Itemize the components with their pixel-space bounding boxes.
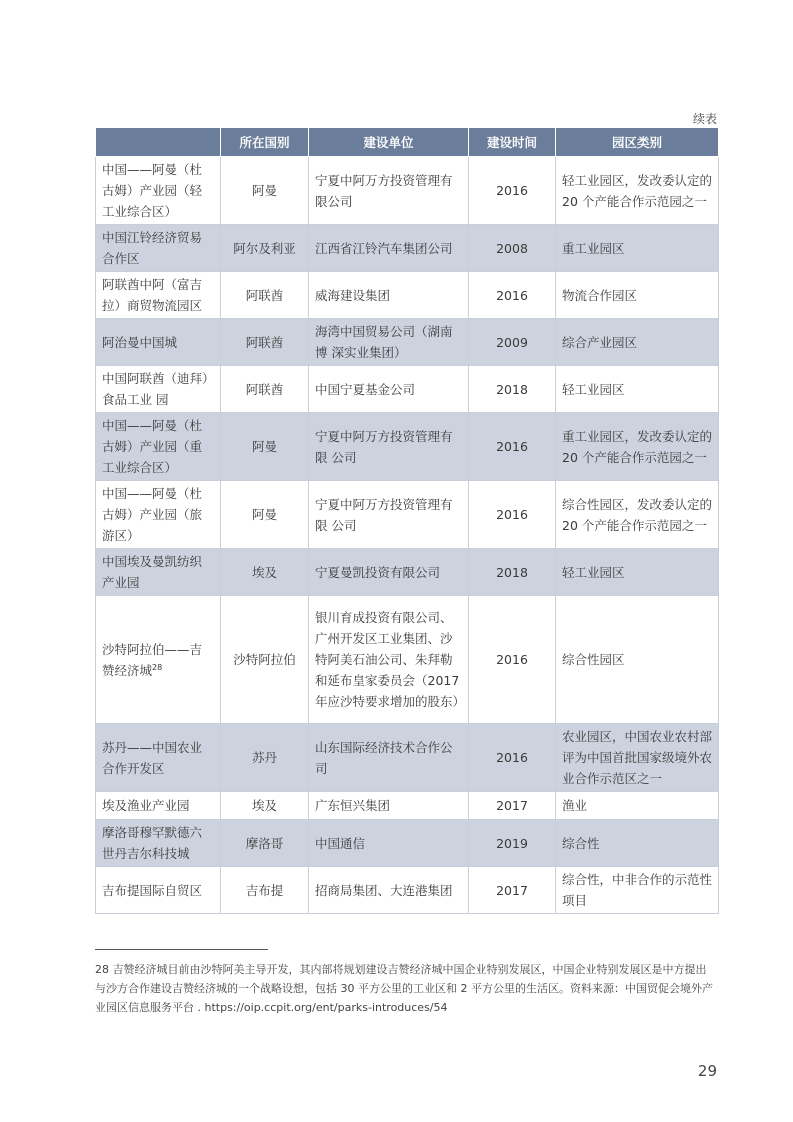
country-cell-text: 阿曼 xyxy=(251,183,277,198)
year-cell-text: 2009 xyxy=(496,334,528,350)
builder-cell-text: 江西省江铃汽车集团公司 xyxy=(315,240,453,256)
country-cell-text: 阿尔及利亚 xyxy=(233,240,296,256)
park-name-cell-text: 中国——阿曼（杜古姆）产业园（旅游区） xyxy=(102,486,203,543)
park-name-cell-text: 沙特阿拉伯——吉赞经济城 xyxy=(102,641,203,678)
category-cell xyxy=(556,724,719,792)
builder-cell xyxy=(309,157,469,225)
builder-cell-text: 威海建设集团 xyxy=(315,287,391,303)
builder-cell-text: 宁夏中阿万方投资管理有限 公司 xyxy=(315,496,453,533)
footnote-ref[interactable]: 28 xyxy=(152,662,163,672)
table-row xyxy=(96,366,719,413)
park-name-cell xyxy=(96,272,221,319)
year-cell xyxy=(469,366,556,413)
park-name-cell xyxy=(96,319,221,366)
country-cell xyxy=(221,792,309,820)
park-name-cell-text: 吉布提国际自贸区 xyxy=(102,882,203,898)
park-name-cell xyxy=(96,157,221,225)
table-row xyxy=(96,867,719,914)
park-name-cell-text: 中国——阿曼（杜古姆）产业园（轻工业综合区） xyxy=(102,162,203,219)
builder-cell-text: 中国通信 xyxy=(315,835,366,851)
country-cell xyxy=(221,272,309,319)
category-cell xyxy=(556,319,719,366)
category-cell-text: 综合性园区，发改委认定的 20 个产能合作示范园之一 xyxy=(562,496,713,533)
park-name-cell xyxy=(96,820,221,867)
year-cell xyxy=(469,792,556,820)
table-row xyxy=(96,157,719,225)
country-cell xyxy=(221,366,309,413)
park-name-cell-text: 中国阿联酋（迪拜）食品工业 园 xyxy=(102,371,209,407)
country-cell-text: 阿联酋 xyxy=(245,381,284,397)
country-cell-text: 阿曼 xyxy=(251,439,277,454)
category-cell xyxy=(556,272,719,319)
builder-cell xyxy=(309,272,469,319)
park-name-cell-text: 苏丹——中国农业合作开发区 xyxy=(102,739,203,776)
table-row xyxy=(96,792,719,820)
year-cell-text: 2016 xyxy=(496,507,528,522)
year-cell-text: 2018 xyxy=(496,564,528,580)
year-cell-text: 2016 xyxy=(496,183,528,198)
country-cell-text: 埃及 xyxy=(251,798,277,813)
category-cell-text: 轻工业园区，发改委认定的 20 个产能合作示范园之一 xyxy=(562,172,713,209)
category-cell xyxy=(556,792,719,820)
builder-cell-text: 银川育成投资有限公司、广州开发区工业集团、沙特阿美石油公司、朱拜勒和延布皇家委员会（2017 年应沙特要求增加的股东） xyxy=(315,610,466,709)
country-cell xyxy=(221,413,309,481)
year-cell xyxy=(469,481,556,549)
category-cell-text: 重工业园区 xyxy=(562,240,625,256)
year-cell-text: 2019 xyxy=(496,835,528,851)
table-row xyxy=(96,225,719,272)
park-name-cell xyxy=(96,596,221,724)
table-row xyxy=(96,481,719,549)
year-cell xyxy=(469,319,556,366)
category-cell-text: 渔业 xyxy=(562,798,588,813)
footnote: 28 吉赞经济城目前由沙特阿美主导开发，其内部将规划建设吉赞经济城中国企业特别发展区，中国企业特别发展区是中方提出与沙方合作建设吉赞经济城的一个战略设想，包括 30 平方公里的工业区和 2 平方公里的生活区。资料来源：中国贸促会境外产业园区信息服务平台 . https://oip.ccpit.org/ent/parks-introduces/54 xyxy=(95,963,713,1014)
table-row xyxy=(96,319,719,366)
table-row xyxy=(96,272,719,319)
country-cell xyxy=(221,481,309,549)
country-cell xyxy=(221,157,309,225)
continued-label: 续表 xyxy=(692,112,717,126)
country-cell-text: 阿联酋 xyxy=(245,334,284,350)
year-cell xyxy=(469,724,556,792)
table-body xyxy=(96,157,719,914)
year-cell-text: 2008 xyxy=(496,240,528,256)
category-cell xyxy=(556,549,719,596)
builder-cell-text: 中国宁夏基金公司 xyxy=(315,381,416,397)
year-cell xyxy=(469,549,556,596)
builder-cell-text: 海湾中国贸易公司（湖南博 深实业集团） xyxy=(315,324,453,360)
builder-cell xyxy=(309,366,469,413)
builder-cell-text: 宁夏中阿万方投资管理有限公司 xyxy=(315,172,453,209)
builder-cell xyxy=(309,481,469,549)
category-cell-text: 综合性 xyxy=(562,835,600,851)
country-cell xyxy=(221,724,309,792)
category-cell xyxy=(556,867,719,914)
park-name-cell-text: 中国——阿曼（杜古姆）产业园（重工业综合区） xyxy=(102,418,203,475)
header-park-name xyxy=(96,128,221,157)
category-cell xyxy=(556,413,719,481)
country-cell-text: 摩洛哥 xyxy=(245,835,284,851)
category-cell xyxy=(556,596,719,724)
year-cell xyxy=(469,867,556,914)
category-cell-text: 综合性园区 xyxy=(562,652,625,667)
park-name-cell xyxy=(96,413,221,481)
builder-cell xyxy=(309,724,469,792)
category-cell xyxy=(556,820,719,867)
category-cell-text: 轻工业园区 xyxy=(562,564,625,580)
year-cell xyxy=(469,413,556,481)
park-name-cell xyxy=(96,724,221,792)
category-cell xyxy=(556,366,719,413)
industrial-parks-table xyxy=(95,127,719,914)
builder-cell xyxy=(309,867,469,914)
page-number: 29 xyxy=(697,1062,717,1080)
year-cell-text: 2016 xyxy=(496,439,528,454)
country-cell-text: 阿联酋 xyxy=(245,287,284,303)
park-name-cell xyxy=(96,549,221,596)
table-row xyxy=(96,820,719,867)
category-cell xyxy=(556,225,719,272)
country-cell-text: 沙特阿拉伯 xyxy=(233,652,296,667)
builder-cell xyxy=(309,792,469,820)
park-name-cell-text: 中国江铃经济贸易合作区 xyxy=(102,230,203,266)
header-country: 所在国别 xyxy=(221,128,309,157)
builder-cell xyxy=(309,319,469,366)
builder-cell xyxy=(309,549,469,596)
table-header-row xyxy=(96,128,719,157)
builder-cell xyxy=(309,225,469,272)
country-cell-text: 苏丹 xyxy=(251,750,277,765)
park-name-cell xyxy=(96,225,221,272)
header-builder: 建设单位 xyxy=(309,128,469,157)
year-cell xyxy=(469,596,556,724)
country-cell-text: 吉布提 xyxy=(245,882,284,898)
table-row xyxy=(96,724,719,792)
header-year: 建设时间 xyxy=(469,128,556,157)
park-name-cell-text: 摩洛哥穆罕默德六世丹吉尔科技城 xyxy=(102,825,203,861)
park-name-cell xyxy=(96,366,221,413)
category-cell xyxy=(556,157,719,225)
category-cell-text: 重工业园区，发改委认定的 20 个产能合作示范园之一 xyxy=(562,428,713,465)
builder-cell-text: 招商局集团、大连港集团 xyxy=(315,882,453,898)
table-row xyxy=(96,413,719,481)
country-cell xyxy=(221,867,309,914)
header-category: 园区类别 xyxy=(556,128,719,157)
year-cell xyxy=(469,225,556,272)
year-cell xyxy=(469,157,556,225)
park-name-cell xyxy=(96,867,221,914)
footnote-divider xyxy=(95,949,268,950)
year-cell-text: 2018 xyxy=(496,381,528,397)
builder-cell xyxy=(309,820,469,867)
park-name-cell-text: 埃及渔业产业园 xyxy=(102,798,190,813)
year-cell-text: 2016 xyxy=(496,652,528,667)
category-cell-text: 综合性，中非合作的示范性项目 xyxy=(562,872,713,908)
park-name-cell-text: 中国埃及曼凯纺织产业园 xyxy=(102,554,203,590)
park-name-cell xyxy=(96,481,221,549)
country-cell xyxy=(221,549,309,596)
country-cell xyxy=(221,319,309,366)
year-cell-text: 2017 xyxy=(496,798,528,813)
country-cell xyxy=(221,596,309,724)
category-cell-text: 综合产业园区 xyxy=(562,334,638,350)
year-cell-text: 2016 xyxy=(496,750,528,765)
country-cell xyxy=(221,225,309,272)
park-name-cell-text: 阿治曼中国城 xyxy=(102,334,178,350)
park-name-cell xyxy=(96,792,221,820)
year-cell-text: 2017 xyxy=(496,882,528,898)
builder-cell-text: 宁夏中阿万方投资管理有限 公司 xyxy=(315,428,453,465)
country-cell xyxy=(221,820,309,867)
builder-cell xyxy=(309,413,469,481)
builder-cell-text: 广东恒兴集团 xyxy=(315,798,391,813)
table-row xyxy=(96,549,719,596)
builder-cell-text: 宁夏曼凯投资有限公司 xyxy=(315,564,441,580)
year-cell xyxy=(469,272,556,319)
category-cell-text: 农业园区，中国农业农村部评为中国首批国家级境外农业合作示范区之一 xyxy=(562,729,713,786)
year-cell-text: 2016 xyxy=(496,287,528,303)
year-cell xyxy=(469,820,556,867)
country-cell-text: 埃及 xyxy=(251,564,277,580)
category-cell-text: 物流合作园区 xyxy=(562,287,638,303)
park-name-cell-text: 阿联酋中阿（富吉拉）商贸物流园区 xyxy=(102,277,203,313)
category-cell-text: 轻工业园区 xyxy=(562,381,625,397)
country-cell-text: 阿曼 xyxy=(251,507,277,522)
table-row xyxy=(96,596,719,724)
category-cell xyxy=(556,481,719,549)
builder-cell xyxy=(309,596,469,724)
builder-cell-text: 山东国际经济技术合作公司 xyxy=(315,739,453,776)
